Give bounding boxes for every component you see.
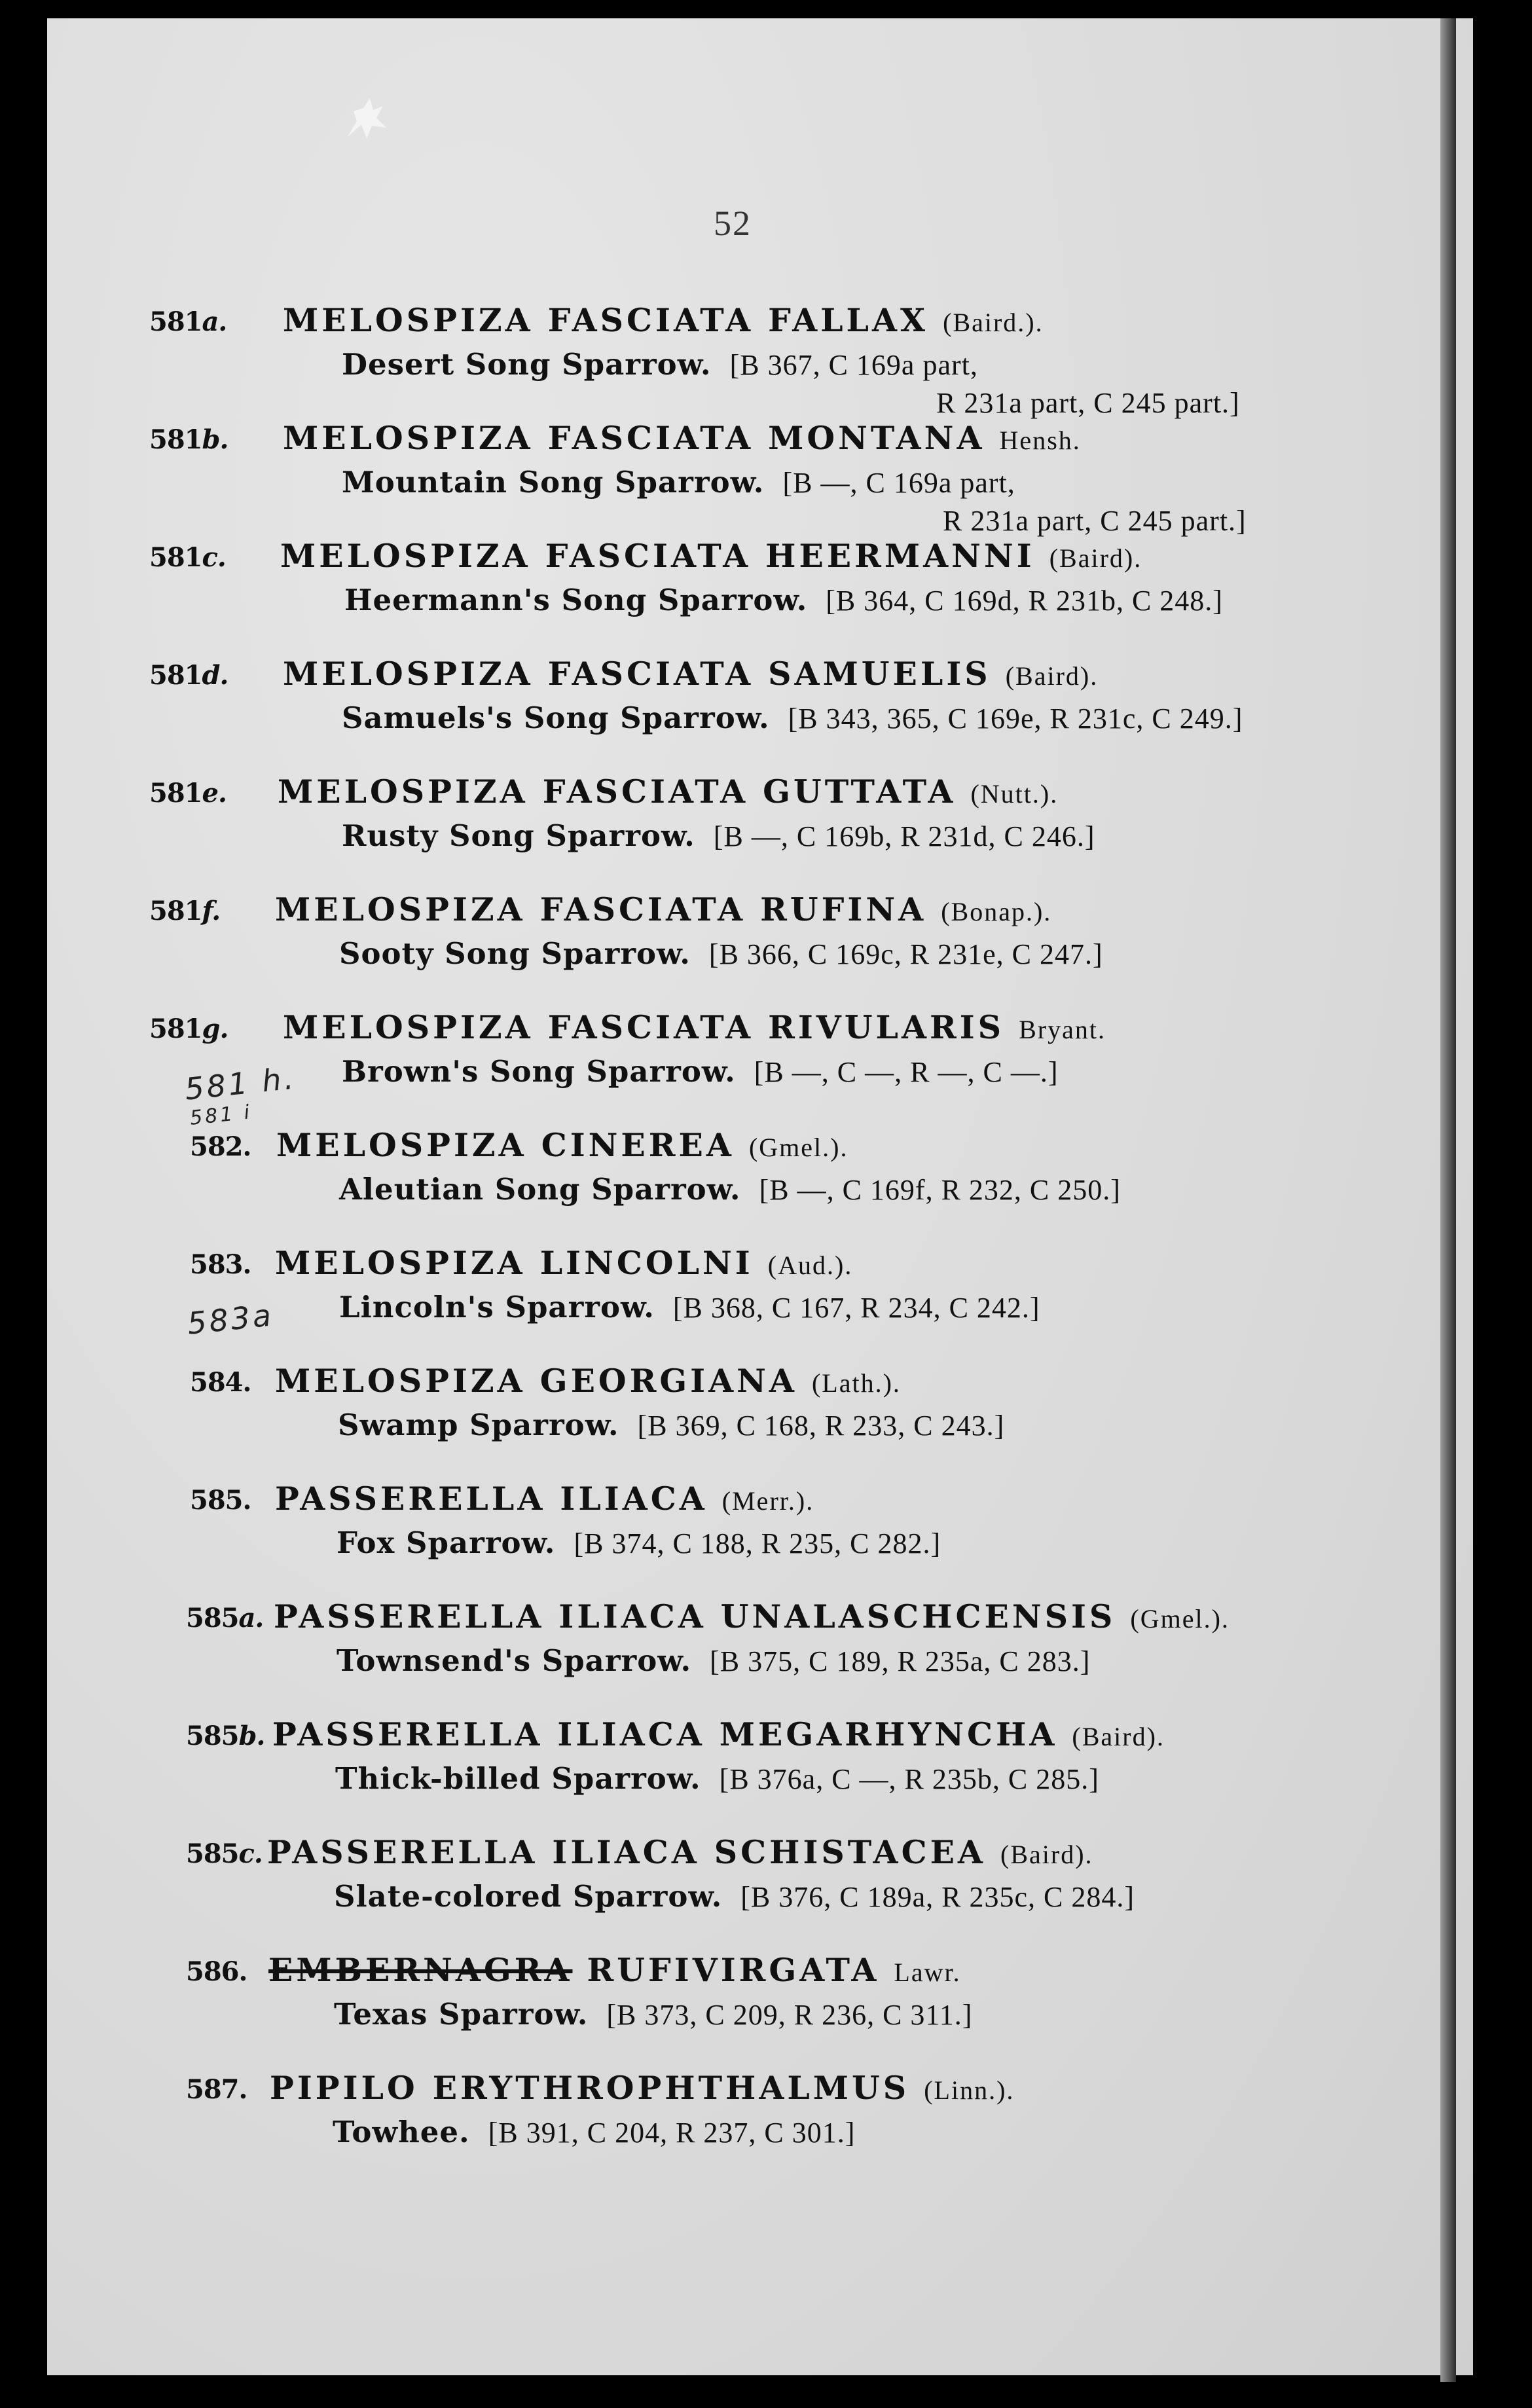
references: [B 343, 365, C 169e, R 231c, C 249.] — [788, 702, 1243, 735]
common-name: Towhee. — [333, 2115, 470, 2149]
common-name: Aleutian Song Sparrow. — [339, 1172, 741, 1207]
author: (Merr.). — [721, 1486, 814, 1516]
author: (Bonap.). — [941, 897, 1052, 926]
common-name-line — [337, 1525, 941, 1560]
references: [B 391, C 204, R 237, C 301.] — [488, 2117, 856, 2149]
common-name-line — [339, 1172, 1121, 1207]
entry-number: 581c. — [149, 542, 226, 573]
references: [B —, C —, R —, C —.] — [754, 1056, 1059, 1088]
author: (Linn.). — [924, 2075, 1015, 2105]
references: [B 376a, C —, R 235b, C 285.] — [719, 1763, 1099, 1795]
common-name: Townsend's Sparrow. — [337, 1643, 692, 1678]
author: (Lath.). — [811, 1368, 901, 1398]
scientific-name: MELOSPIZA LINCOLNI (Aud.). — [275, 1244, 853, 1282]
common-name: Heermann's Song Sparrow. — [344, 583, 808, 617]
author: Hensh. — [999, 426, 1081, 455]
handwritten-note: 583a — [185, 1297, 276, 1341]
author: (Gmel.). — [1130, 1604, 1230, 1633]
entry-number: 581b. — [149, 424, 228, 455]
entry-number: 587. — [186, 2074, 247, 2105]
page-number: 52 — [714, 204, 752, 243]
references: [B —, C 169b, R 231d, C 246.] — [713, 820, 1095, 852]
entry-number: 585a. — [186, 1603, 264, 1633]
author: (Baird). — [1000, 1840, 1093, 1869]
author: (Aud.). — [767, 1250, 853, 1280]
common-name: Brown's Song Sparrow. — [342, 1054, 736, 1089]
references: [B 364, C 169d, R 231b, C 248.] — [826, 585, 1223, 617]
references: [B 374, C 188, R 235, C 282.] — [574, 1527, 941, 1560]
author: (Gmel.). — [748, 1133, 848, 1162]
common-name: Fox Sparrow. — [337, 1525, 556, 1560]
handwritten-note: 581 h. — [183, 1060, 298, 1107]
scientific-name: MELOSPIZA FASCIATA GUTTATA (Nutt.). — [278, 773, 1059, 811]
common-name-line — [339, 936, 1103, 971]
common-name-line — [335, 1761, 1099, 1796]
scientific-name: MELOSPIZA FASCIATA FALLAX (Baird.). — [283, 301, 1044, 339]
references: [B 373, C 209, R 236, C 311.] — [606, 1999, 973, 2031]
common-name: Texas Sparrow. — [334, 1997, 589, 2032]
common-name: Thick-billed Sparrow. — [335, 1761, 701, 1796]
common-name: Lincoln's Sparrow. — [339, 1290, 655, 1324]
references: [B 375, C 189, R 235a, C 283.] — [710, 1645, 1091, 1677]
scientific-name: MELOSPIZA GEORGIANA (Lath.). — [275, 1362, 901, 1400]
scientific-name: PASSERELLA ILIACA UNALASCHCENSIS (Gmel.). — [274, 1597, 1230, 1635]
common-name-line — [333, 2115, 855, 2149]
author: (Baird.). — [943, 308, 1044, 337]
common-name: Rusty Song Sparrow. — [342, 818, 695, 853]
scientific-name: MELOSPIZA FASCIATA SAMUELIS (Baird). — [283, 655, 1099, 693]
entry-number: 585b. — [186, 1721, 265, 1751]
common-name-line — [334, 1879, 1135, 1914]
common-name: Mountain Song Sparrow. — [342, 465, 765, 500]
entry-number: 583. — [190, 1249, 251, 1280]
common-name-line — [337, 1643, 1090, 1678]
common-name-line — [342, 347, 978, 382]
scientific-name: PASSERELLA ILIACA MEGARHYNCHA (Baird). — [272, 1715, 1165, 1753]
entry-number: 581d. — [149, 660, 228, 691]
references-continued: R 231a part, C 245 part.] — [943, 505, 1247, 537]
references: [B 376, C 189a, R 235c, C 284.] — [740, 1881, 1135, 1913]
common-name: Desert Song Sparrow. — [342, 347, 712, 382]
author: Bryant. — [1019, 1015, 1106, 1044]
scientific-name: PASSERELLA ILIACA (Merr.). — [275, 1480, 814, 1518]
common-name-line — [342, 1054, 1058, 1089]
scientific-name: MELOSPIZA FASCIATA HEERMANNI (Baird). — [280, 537, 1142, 575]
entry-number: 585c. — [186, 1838, 263, 1869]
author: (Nutt.). — [970, 779, 1059, 809]
entry-number: 581f. — [149, 896, 221, 926]
common-name-line — [344, 583, 1223, 617]
references: [B 366, C 169c, R 231e, C 247.] — [708, 938, 1103, 970]
common-name-line — [338, 1408, 1004, 1442]
references: [B 369, C 168, R 233, C 243.] — [637, 1410, 1005, 1442]
entry-number: 582. — [190, 1131, 251, 1162]
common-name-line — [342, 701, 1243, 735]
entry-number: 584. — [190, 1367, 251, 1398]
common-name: Sooty Song Sparrow. — [339, 936, 691, 971]
author: (Baird). — [1005, 661, 1099, 691]
common-name-line — [339, 1290, 1040, 1324]
entry-number: 585. — [190, 1485, 251, 1516]
page-edge — [1440, 18, 1456, 2382]
scientific-name: PASSERELLA ILIACA SCHISTACEA (Baird). — [267, 1833, 1093, 1871]
entry-number: 581a. — [149, 306, 227, 337]
author: (Baird). — [1072, 1722, 1165, 1751]
references: [B —, C 169f, R 232, C 250.] — [759, 1174, 1121, 1206]
struck-genus: EMBERNAGRA — [268, 1951, 573, 1989]
scientific-name: MELOSPIZA FASCIATA RIVULARIS Bryant. — [283, 1008, 1106, 1046]
common-name: Slate-colored Sparrow. — [334, 1879, 723, 1914]
scientific-name: MELOSPIZA FASCIATA MONTANA Hensh. — [283, 419, 1081, 457]
common-name-line — [334, 1997, 972, 2032]
common-name: Swamp Sparrow. — [338, 1408, 619, 1442]
references: [B 368, C 167, R 234, C 242.] — [672, 1292, 1040, 1324]
common-name-line — [342, 465, 1015, 500]
scientific-name: MELOSPIZA CINEREA (Gmel.). — [276, 1126, 848, 1164]
author: Lawr. — [894, 1958, 961, 1987]
scientific-name: MELOSPIZA FASCIATA RUFINA (Bonap.). — [275, 890, 1052, 928]
common-name-line — [342, 818, 1095, 853]
entry-number: 581e. — [149, 778, 227, 809]
references-continued: R 231a part, C 245 part.] — [936, 387, 1240, 419]
references: [B 367, C 169a part, — [729, 349, 978, 381]
entry-number: 586. — [186, 1956, 247, 1987]
handwritten-note: 581 i — [189, 1101, 253, 1130]
ink-blot-mark — [340, 92, 393, 144]
scientific-name: EMBERNAGRA RUFIVIRGATA Lawr. — [268, 1951, 961, 1989]
common-name: Samuels's Song Sparrow. — [342, 701, 770, 735]
entry-number: 581g. — [149, 1013, 228, 1044]
scientific-name: PIPILO ERYTHROPHTHALMUS (Linn.). — [270, 2069, 1015, 2107]
references: [B —, C 169a part, — [782, 467, 1015, 499]
author: (Baird). — [1049, 543, 1142, 573]
